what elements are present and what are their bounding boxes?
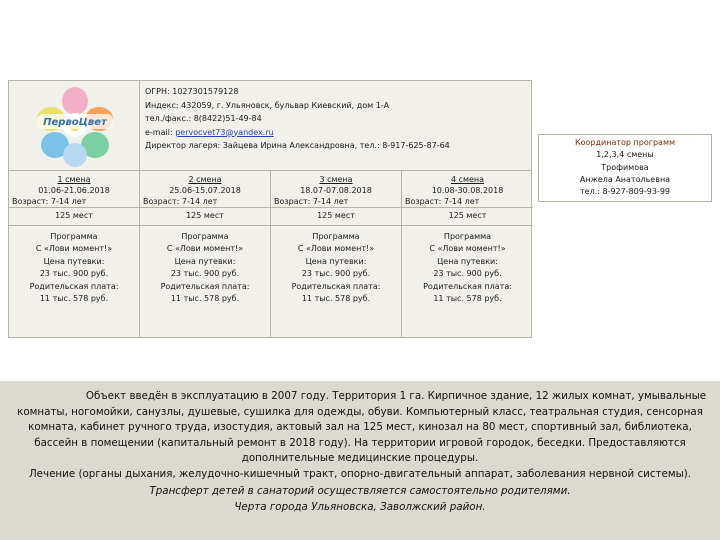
program-label: Программа [312,232,360,241]
shift-age: Возраст: 7-14 лет [12,197,87,206]
address: Индекс: 432059, г. Ульяновск, бульвар Киевский, дом 1-А [145,100,390,110]
logo-cell [9,81,140,171]
price-label: Цена путевки: [305,256,367,266]
coordinator-name: Анжела Анатольевна [579,174,671,184]
coordinator-title: Координатор программ [574,138,676,147]
shift-places: 125 мест [271,208,401,226]
coordinator-box [538,134,712,202]
shift-dates: 18.07-07.08.2018 [300,186,372,195]
shift-places: 125 мест [402,208,533,226]
program-name: С «Лови момент!» [429,244,506,254]
coordinator-phone: тел.: 8-927-809-93-99 [579,187,670,197]
shift-column-1 [9,171,140,337]
email-line [145,126,531,140]
contact-info [140,81,531,171]
director: Директор лагеря: Зайцева Ирина Александровна, тел.: 8-917-625-87-64 [145,141,450,150]
shift-column-2 [140,171,271,337]
parent-fee-label: Родительская плата: [29,281,119,291]
program-label: Программа [50,232,98,241]
treatment-text: Лечение (органы дыхания, желудочно-кишечный тракт, опорно-двигательный аппарат, заболевания нервной системы). [28,467,692,480]
shift-column-4 [402,171,533,337]
price-label: Цена путевки: [43,256,105,266]
price-value: 23 тыс. 900 руб. [170,269,240,279]
shift-dates: 10.08-30.08.2018 [431,186,504,195]
description-panel [0,381,720,540]
parent-fee-label: Родительская плата: [291,281,381,291]
email-label: e-mail: [145,127,176,137]
program-name: С «Лови момент!» [297,244,375,254]
program-name: С «Лови момент!» [35,244,113,254]
shift-dates: 01.06-21.06.2018 [38,186,110,195]
shift-title: 4 смена [450,175,485,184]
program-name: С «Лови момент!» [166,244,244,254]
price-value: 23 тыс. 900 руб. [433,269,502,279]
shift-places: 125 мест [140,208,270,226]
shift-places: 125 мест [9,208,139,226]
price-label: Цена путевки: [437,256,498,266]
parent-fee-label: Родительская плата: [423,281,512,291]
price-value: 23 тыс. 900 руб. [301,269,371,279]
location-note: Черта города Ульяновска, Заволжский район. [234,500,486,513]
flower-logo-icon [31,85,119,169]
price-label: Цена путевки: [174,256,236,266]
parent-fee-value: 11 тыс. 578 руб. [170,294,240,304]
coordinator-shifts: 1,2,3,4 смены [596,150,654,160]
shift-age: Возраст: 7-14 лет [274,197,349,206]
parent-fee-value: 11 тыс. 578 руб. [301,294,371,304]
program-label: Программа [181,232,229,241]
parent-fee-value: 11 тыс. 578 руб. [433,294,502,304]
shift-age: Возраст: 7-14 лет [405,197,480,206]
shift-title: 1 смена [57,175,91,184]
price-value: 23 тыс. 900 руб. [39,269,109,279]
phone: тел./факс.: 8(8422)51-49-84 [145,114,262,123]
shift-age: Возраст: 7-14 лет [143,197,218,206]
transfer-note: Трансферт детей в санаторий осуществляется самостоятельно родителями. [149,485,571,497]
program-label: Программа [443,232,492,241]
shift-dates: 25.06-15.07.2018 [169,186,241,195]
ogrn: ОГРН: 1027301579128 [145,87,239,96]
parent-fee-value: 11 тыс. 578 руб. [39,294,109,304]
camp-info-table [8,80,532,338]
parent-fee-label: Родительская плата: [160,281,250,291]
email-link[interactable]: pervocvet73@yandex.ru [175,127,274,137]
coordinator-surname: Трофимова [601,162,649,172]
facility-description: Объект введён в эксплуатацию в 2007 году. Территория 1 га. Кирпичное здание, 12 жилых комнат, умывальные комнаты, ногомойки, санузлы, душевые, сушилка для одежды, обуви. Компьютерный класс, театральная студия, сенсорная комната, кабинет ручного труда, изостудия, актовый зал на 125 мест, кинозал на 80 мест, спортивный зал, библиотека, бассейн в помещении (капитальный ремонт в 2018 году). На территории игровой городок, беседки. Предоставляются дополнительные медицинские процедуры. [17,390,707,464]
shift-title: 2 смена [188,175,222,184]
shift-column-3 [271,171,402,337]
logo-text: ПервоЦвет [43,117,107,128]
shift-title: 3 смена [319,175,353,184]
